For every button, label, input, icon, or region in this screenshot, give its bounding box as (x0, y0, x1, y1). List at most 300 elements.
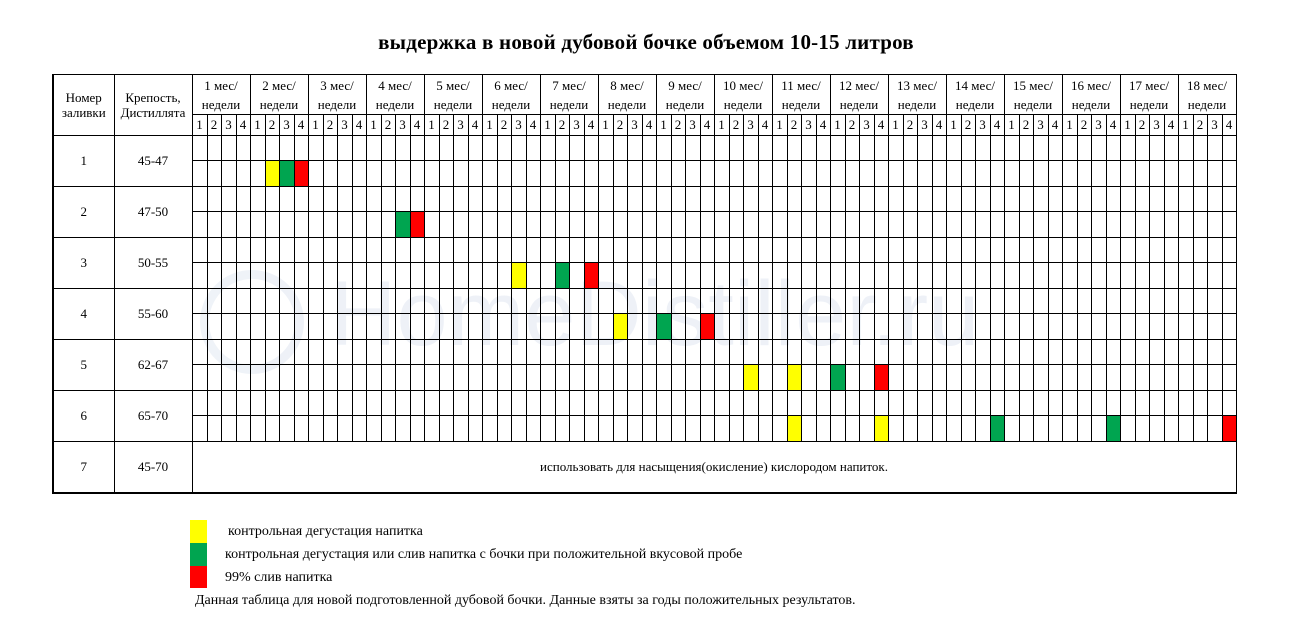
schedule-cell (1222, 136, 1236, 161)
schedule-cell (584, 391, 598, 416)
schedule-cell (888, 416, 903, 442)
schedule-cell (540, 289, 555, 314)
schedule-cell (932, 391, 946, 416)
schedule-cell (743, 263, 758, 289)
fill-number: 5 (53, 340, 114, 391)
schedule-cell (221, 416, 236, 442)
schedule-cell (830, 340, 845, 365)
schedule-cell (294, 340, 308, 365)
schedule-cell (990, 314, 1004, 340)
schedule-cell (323, 136, 337, 161)
schedule-cell (1106, 289, 1120, 314)
week-number: 4 (468, 115, 482, 136)
schedule-cell (1091, 289, 1106, 314)
schedule-cell (685, 212, 700, 238)
schedule-cell (1164, 289, 1178, 314)
schedule-cell (439, 263, 453, 289)
schedule-cell (816, 161, 830, 187)
schedule-cell (729, 391, 743, 416)
schedule-cell (468, 340, 482, 365)
schedule-cell (859, 187, 874, 212)
schedule-cell (758, 289, 772, 314)
schedule-cell (990, 289, 1004, 314)
schedule-cell (453, 161, 468, 187)
schedule-cell (294, 289, 308, 314)
schedule-cell (1207, 187, 1222, 212)
schedule-cell (917, 416, 932, 442)
schedule-cell (700, 212, 714, 238)
schedule-cell (337, 314, 352, 340)
schedule-cell (250, 314, 265, 340)
schedule-cell (395, 263, 410, 289)
month-label: 9 мес/ (656, 75, 714, 96)
schedule-cell (323, 238, 337, 263)
schedule-cell (1048, 340, 1062, 365)
week-number: 2 (323, 115, 337, 136)
schedule-cell (482, 263, 497, 289)
weeks-label: недели (1004, 95, 1062, 115)
schedule-cell (656, 136, 671, 161)
schedule-cell (859, 289, 874, 314)
legend-text-yellow: контрольная дегустация напитка (228, 524, 423, 539)
schedule-cell (1004, 136, 1019, 161)
week-number: 2 (671, 115, 685, 136)
schedule-cell (569, 314, 584, 340)
month-label: 1 мес/ (192, 75, 250, 96)
schedule-cell (627, 391, 642, 416)
schedule-cell (1120, 263, 1135, 289)
week-number: 1 (946, 115, 961, 136)
schedule-cell (1149, 289, 1164, 314)
schedule-cell (207, 161, 221, 187)
schedule-cell (323, 263, 337, 289)
schedule-cell (656, 238, 671, 263)
schedule-cell (932, 136, 946, 161)
schedule-cell (743, 161, 758, 187)
schedule-cell (468, 416, 482, 442)
week-number: 4 (700, 115, 714, 136)
schedule-cell (700, 187, 714, 212)
schedule-cell (903, 314, 917, 340)
schedule-cell (845, 212, 859, 238)
schedule-cell (642, 365, 656, 391)
schedule-cell (1019, 416, 1033, 442)
schedule-cell (294, 187, 308, 212)
schedule-cell (1120, 416, 1135, 442)
table-row (53, 212, 1236, 238)
week-number: 4 (758, 115, 772, 136)
mark-red (584, 263, 598, 289)
schedule-cell (946, 289, 961, 314)
schedule-cell (468, 161, 482, 187)
schedule-cell (1077, 314, 1091, 340)
mark-yellow (265, 161, 279, 187)
schedule-cell (207, 136, 221, 161)
schedule-cell (946, 161, 961, 187)
table-row (53, 391, 1236, 416)
schedule-cell (1033, 340, 1048, 365)
schedule-cell (250, 340, 265, 365)
schedule-cell (279, 238, 294, 263)
schedule-cell (1207, 416, 1222, 442)
schedule-cell (1193, 314, 1207, 340)
mark-green (990, 416, 1004, 442)
schedule-cell (1135, 212, 1149, 238)
schedule-cell (1019, 161, 1033, 187)
schedule-cell (1019, 365, 1033, 391)
schedule-cell (1091, 416, 1106, 442)
schedule-cell (250, 365, 265, 391)
schedule-cell (468, 136, 482, 161)
schedule-cell (1062, 340, 1077, 365)
schedule-cell (1106, 263, 1120, 289)
schedule-cell (1178, 212, 1193, 238)
schedule-cell (207, 187, 221, 212)
schedule-cell (787, 187, 801, 212)
schedule-cell (424, 161, 439, 187)
schedule-cell (975, 238, 990, 263)
schedule-cell (250, 161, 265, 187)
schedule-cell (642, 391, 656, 416)
schedule-cell (497, 416, 511, 442)
week-number: 2 (439, 115, 453, 136)
schedule-cell (903, 136, 917, 161)
schedule-cell (787, 314, 801, 340)
schedule-cell (1091, 365, 1106, 391)
schedule-cell (758, 161, 772, 187)
schedule-cell (424, 238, 439, 263)
schedule-cell (1222, 263, 1236, 289)
schedule-cell (236, 416, 250, 442)
schedule-cell (323, 314, 337, 340)
schedule-cell (1193, 212, 1207, 238)
week-number: 2 (1019, 115, 1033, 136)
schedule-cell (1106, 365, 1120, 391)
schedule-cell (511, 289, 526, 314)
schedule-cell (685, 263, 700, 289)
schedule-cell (975, 136, 990, 161)
schedule-cell (903, 416, 917, 442)
schedule-cell (1207, 391, 1222, 416)
schedule-cell (613, 365, 627, 391)
schedule-cell (656, 212, 671, 238)
schedule-cell (1048, 136, 1062, 161)
schedule-cell (1004, 187, 1019, 212)
week-number: 1 (424, 115, 439, 136)
schedule-cell (830, 136, 845, 161)
table-row (53, 314, 1236, 340)
schedule-cell (569, 187, 584, 212)
schedule-cell (1106, 136, 1120, 161)
schedule-cell (352, 187, 366, 212)
weeks-label: недели (772, 95, 830, 115)
schedule-cell (816, 289, 830, 314)
schedule-cell (1048, 161, 1062, 187)
schedule-cell (859, 212, 874, 238)
weeks-label: недели (656, 95, 714, 115)
schedule-cell (265, 289, 279, 314)
schedule-cell (729, 340, 743, 365)
schedule-cell (540, 314, 555, 340)
schedule-cell (555, 187, 569, 212)
schedule-cell (395, 238, 410, 263)
schedule-cell (1048, 187, 1062, 212)
schedule-cell (352, 314, 366, 340)
schedule-cell (714, 238, 729, 263)
schedule-cell (859, 161, 874, 187)
schedule-cell (874, 136, 888, 161)
schedule-cell (990, 161, 1004, 187)
schedule-cell (584, 340, 598, 365)
schedule-cell (540, 238, 555, 263)
schedule-cell (787, 289, 801, 314)
schedule-cell (482, 340, 497, 365)
schedule-cell (1062, 416, 1077, 442)
schedule-cell (424, 289, 439, 314)
schedule-cell (511, 365, 526, 391)
schedule-cell (917, 365, 932, 391)
fill-7-note: использовать для насыщения(окисление) кислородом напиток. (192, 442, 1236, 494)
watermark-text: HomeDistiller.ru (330, 263, 980, 365)
schedule-cell (975, 263, 990, 289)
schedule-cell (961, 289, 975, 314)
schedule-cell (1207, 238, 1222, 263)
schedule-cell (1062, 365, 1077, 391)
schedule-cell (961, 314, 975, 340)
week-number: 4 (874, 115, 888, 136)
schedule-cell (192, 340, 207, 365)
schedule-cell (758, 416, 772, 442)
schedule-cell (1019, 391, 1033, 416)
schedule-cell (540, 212, 555, 238)
schedule-cell (381, 340, 395, 365)
schedule-cell (584, 136, 598, 161)
schedule-cell (845, 161, 859, 187)
schedule-cell (859, 416, 874, 442)
schedule-cell (598, 238, 613, 263)
schedule-cell (308, 365, 323, 391)
schedule-cell (888, 263, 903, 289)
schedule-cell (714, 263, 729, 289)
legend-text-green: контрольная дегустация или слив напитка с бочки при положительной вкусовой пробе (225, 547, 743, 562)
footnote: Данная таблица для новой подготовленной дубовой бочки. Данные взяты за годы положительных результатов. (195, 593, 856, 608)
schedule-cell (1207, 136, 1222, 161)
week-number: 3 (1091, 115, 1106, 136)
schedule-cell (424, 263, 439, 289)
schedule-cell (337, 161, 352, 187)
week-number: 3 (859, 115, 874, 136)
schedule-cell (1048, 365, 1062, 391)
month-label: 16 мес/ (1062, 75, 1120, 96)
schedule-cell (584, 365, 598, 391)
schedule-cell (381, 391, 395, 416)
table-row (53, 187, 1236, 212)
schedule-cell (337, 136, 352, 161)
schedule-cell (352, 340, 366, 365)
schedule-cell (453, 416, 468, 442)
schedule-cell (439, 391, 453, 416)
week-number: 3 (279, 115, 294, 136)
schedule-cell (395, 365, 410, 391)
schedule-cell (439, 136, 453, 161)
schedule-cell (337, 391, 352, 416)
schedule-cell (845, 365, 859, 391)
week-number: 4 (1106, 115, 1120, 136)
schedule-cell (1091, 314, 1106, 340)
schedule-cell (946, 314, 961, 340)
schedule-cell (946, 212, 961, 238)
schedule-cell (888, 161, 903, 187)
schedule-cell (758, 314, 772, 340)
schedule-cell (1135, 238, 1149, 263)
schedule-cell (946, 263, 961, 289)
schedule-cell (671, 289, 685, 314)
schedule-cell (685, 187, 700, 212)
header-fill-number (53, 75, 114, 136)
schedule-cell (758, 263, 772, 289)
schedule-cell (453, 365, 468, 391)
header-strength-line: Крепость, (125, 90, 181, 105)
schedule-cell (294, 416, 308, 442)
schedule-cell (308, 263, 323, 289)
schedule-cell (642, 416, 656, 442)
table-row (53, 416, 1236, 442)
schedule-cell (874, 161, 888, 187)
week-number: 4 (352, 115, 366, 136)
schedule-cell (511, 161, 526, 187)
schedule-cell (917, 314, 932, 340)
schedule-cell (671, 238, 685, 263)
schedule-cell (482, 289, 497, 314)
schedule-cell (961, 212, 975, 238)
month-label: 7 мес/ (540, 75, 598, 96)
schedule-cell (468, 365, 482, 391)
schedule-cell (207, 365, 221, 391)
schedule-cell (830, 238, 845, 263)
schedule-cell (1178, 391, 1193, 416)
schedule-cell (1004, 238, 1019, 263)
schedule-cell (221, 365, 236, 391)
schedule-cell (830, 263, 845, 289)
schedule-cell (946, 136, 961, 161)
schedule-cell (1048, 238, 1062, 263)
schedule-cell (1077, 238, 1091, 263)
distillate-strength: 45-70 (114, 442, 192, 494)
schedule-cell (1091, 136, 1106, 161)
schedule-cell (642, 212, 656, 238)
week-number: 2 (555, 115, 569, 136)
schedule-cell (526, 391, 540, 416)
schedule-cell (801, 391, 816, 416)
schedule-cell (1019, 289, 1033, 314)
schedule-cell (975, 416, 990, 442)
schedule-cell (1193, 416, 1207, 442)
week-number: 2 (381, 115, 395, 136)
legend-swatch-green (190, 543, 207, 566)
weeks-label: недели (482, 95, 540, 115)
schedule-cell (932, 365, 946, 391)
month-label: 13 мес/ (888, 75, 946, 96)
schedule-cell (714, 187, 729, 212)
schedule-cell (801, 187, 816, 212)
schedule-cell (816, 314, 830, 340)
table-row (53, 263, 1236, 289)
schedule-cell (903, 340, 917, 365)
schedule-cell (1062, 212, 1077, 238)
schedule-cell (526, 212, 540, 238)
week-number: 3 (917, 115, 932, 136)
weeks-label: недели (598, 95, 656, 115)
schedule-cell (1120, 340, 1135, 365)
schedule-cell (1164, 212, 1178, 238)
schedule-cell (975, 212, 990, 238)
table-row (53, 442, 1236, 494)
table-row (53, 161, 1236, 187)
schedule-cell (468, 263, 482, 289)
schedule-cell (1193, 187, 1207, 212)
week-number: 4 (236, 115, 250, 136)
schedule-cell (1193, 340, 1207, 365)
schedule-cell (1004, 416, 1019, 442)
schedule-cell (758, 340, 772, 365)
week-number: 3 (975, 115, 990, 136)
schedule-cell (265, 416, 279, 442)
mark-red (874, 365, 888, 391)
schedule-cell (714, 212, 729, 238)
schedule-cell (323, 187, 337, 212)
legend-swatch-red (190, 566, 207, 588)
mark-yellow (613, 314, 627, 340)
schedule-cell (787, 238, 801, 263)
schedule-cell (555, 314, 569, 340)
schedule-cell (801, 263, 816, 289)
schedule-cell (294, 263, 308, 289)
schedule-cell (946, 416, 961, 442)
schedule-cell (453, 391, 468, 416)
week-number: 1 (1004, 115, 1019, 136)
schedule-cell (584, 289, 598, 314)
schedule-cell (1077, 416, 1091, 442)
schedule-cell (975, 187, 990, 212)
schedule-cell (1222, 340, 1236, 365)
week-number: 1 (714, 115, 729, 136)
schedule-cell (1033, 416, 1048, 442)
schedule-cell (946, 340, 961, 365)
schedule-cell (801, 314, 816, 340)
schedule-cell (279, 212, 294, 238)
schedule-cell (497, 136, 511, 161)
week-number: 4 (932, 115, 946, 136)
schedule-cell (250, 238, 265, 263)
schedule-cell (772, 238, 787, 263)
schedule-cell (207, 263, 221, 289)
schedule-cell (975, 365, 990, 391)
schedule-cell (961, 391, 975, 416)
schedule-cell (1149, 161, 1164, 187)
schedule-cell (772, 340, 787, 365)
month-label: 12 мес/ (830, 75, 888, 96)
schedule-cell (192, 212, 207, 238)
schedule-cell (845, 314, 859, 340)
week-number: 4 (584, 115, 598, 136)
schedule-cell (1077, 340, 1091, 365)
week-number: 3 (221, 115, 236, 136)
schedule-cell (743, 340, 758, 365)
schedule-cell (787, 212, 801, 238)
schedule-cell (642, 187, 656, 212)
week-number: 4 (526, 115, 540, 136)
schedule-cell (1164, 136, 1178, 161)
